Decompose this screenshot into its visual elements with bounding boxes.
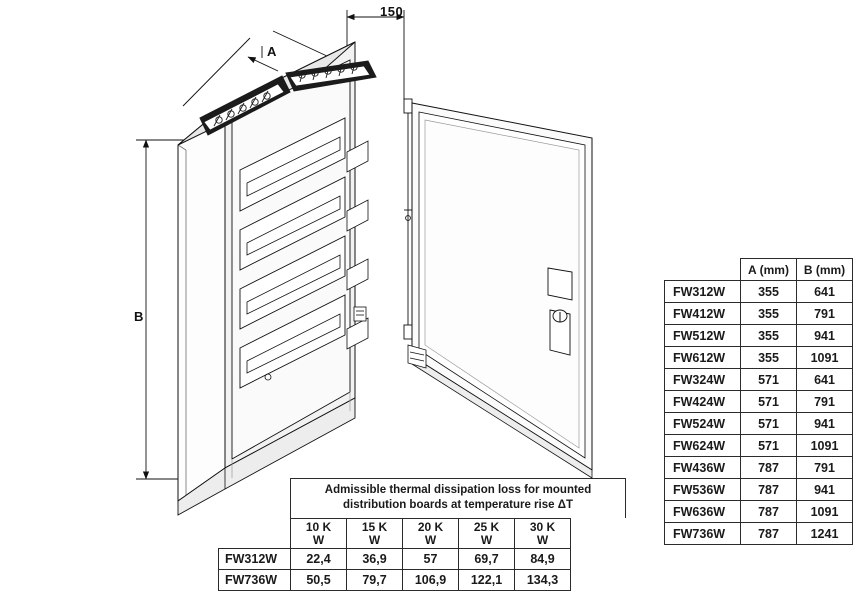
thermal-row-value: 57 (403, 549, 459, 570)
thermal-row-value: 22,4 (291, 549, 347, 570)
thermal-header-25k (459, 519, 515, 549)
thermal-header-15k (347, 519, 403, 549)
thermal-header-30k-top: 30 K (529, 520, 556, 534)
dimension-row-b: 941 (797, 413, 853, 435)
dimension-row-model: FW736W (665, 523, 741, 545)
table-row (665, 479, 853, 501)
dimension-row-model: FW312W (665, 281, 741, 303)
dimension-row-b: 941 (797, 325, 853, 347)
thermal-header-20k-top: 20 K (417, 520, 444, 534)
table-row (219, 570, 571, 591)
dimension-depth-label: 150 (380, 4, 404, 19)
dimension-row-model: FW424W (665, 391, 741, 413)
thermal-table-caption: Admissible thermal dissipation loss for mounted distribution boards at temperature rise ΔT (290, 478, 626, 518)
thermal-row-value: 106,9 (403, 570, 459, 591)
dimension-width-label: A (267, 44, 277, 59)
thermal-header-10k-top: 10 K (305, 520, 332, 534)
thermal-header-20k (403, 519, 459, 549)
dimension-row-model: FW412W (665, 303, 741, 325)
dimension-row-a: 787 (741, 479, 797, 501)
dimension-depth (347, 10, 404, 100)
thermal-row-model: FW736W (219, 570, 291, 591)
table-row (665, 303, 853, 325)
dimension-row-model: FW524W (665, 413, 741, 435)
dimension-row-b: 791 (797, 303, 853, 325)
thermal-header-15k-unit: W (368, 533, 381, 547)
dimension-row-a: 355 (741, 303, 797, 325)
thermal-header-row (219, 519, 571, 549)
dimension-row-b: 641 (797, 369, 853, 391)
thermal-header-25k-unit: W (480, 533, 493, 547)
table-row (665, 347, 853, 369)
table-row (665, 457, 853, 479)
table-row (665, 435, 853, 457)
dimension-row-b: 641 (797, 281, 853, 303)
dimension-row-b: 1091 (797, 435, 853, 457)
table-row (665, 501, 853, 523)
thermal-row-value: 122,1 (459, 570, 515, 591)
thermal-row-value: 134,3 (515, 570, 571, 591)
dimension-row-model: FW536W (665, 479, 741, 501)
dimension-row-model: FW324W (665, 369, 741, 391)
thermal-row-value: 50,5 (291, 570, 347, 591)
table-row (665, 281, 853, 303)
dimension-row-a: 787 (741, 457, 797, 479)
thermal-header-10k-unit: W (312, 533, 325, 547)
dimension-row-a: 571 (741, 413, 797, 435)
thermal-header-25k-top: 25 K (473, 520, 500, 534)
dimension-table-header-b: B (mm) (797, 259, 853, 281)
thermal-header-30k-unit: W (536, 533, 549, 547)
table-row (665, 523, 853, 545)
dimension-row-b: 791 (797, 391, 853, 413)
dimension-row-a: 787 (741, 501, 797, 523)
thermal-header-30k (515, 519, 571, 549)
table-row (665, 413, 853, 435)
thermal-header-20k-unit: W (424, 533, 437, 547)
dimension-height-label: B (134, 309, 144, 324)
dimension-row-b: 791 (797, 457, 853, 479)
dimension-row-b: 1091 (797, 501, 853, 523)
table-header-row (665, 259, 853, 281)
thermal-table-corner (219, 519, 291, 549)
table-row (665, 325, 853, 347)
dimension-row-model: FW624W (665, 435, 741, 457)
thermal-row-value: 69,7 (459, 549, 515, 570)
dimension-table (664, 258, 853, 545)
dimension-row-b: 941 (797, 479, 853, 501)
dimension-table-corner (665, 259, 741, 281)
dimension-row-b: 1091 (797, 347, 853, 369)
dimension-row-a: 787 (741, 523, 797, 545)
thermal-header-15k-top: 15 K (361, 520, 388, 534)
table-row (665, 369, 853, 391)
dimension-row-b: 1241 (797, 523, 853, 545)
dimension-row-a: 571 (741, 435, 797, 457)
cabinet-door (408, 103, 592, 478)
dimension-row-a: 355 (741, 281, 797, 303)
dimension-row-a: 571 (741, 369, 797, 391)
dimension-row-model: FW512W (665, 325, 741, 347)
dimension-row-a: 355 (741, 347, 797, 369)
dimension-row-model: FW436W (665, 457, 741, 479)
dimension-row-a: 571 (741, 391, 797, 413)
dimension-row-a: 355 (741, 325, 797, 347)
dimension-table-header-a: A (mm) (741, 259, 797, 281)
thermal-row-model: FW312W (219, 549, 291, 570)
thermal-table-block (218, 478, 626, 591)
thermal-row-value: 36,9 (347, 549, 403, 570)
thermal-row-value: 79,7 (347, 570, 403, 591)
thermal-table (218, 518, 571, 591)
thermal-row-value: 84,9 (515, 549, 571, 570)
thermal-header-10k (291, 519, 347, 549)
table-row (665, 391, 853, 413)
dimension-row-model: FW612W (665, 347, 741, 369)
dimension-row-model: FW636W (665, 501, 741, 523)
table-row (219, 549, 571, 570)
